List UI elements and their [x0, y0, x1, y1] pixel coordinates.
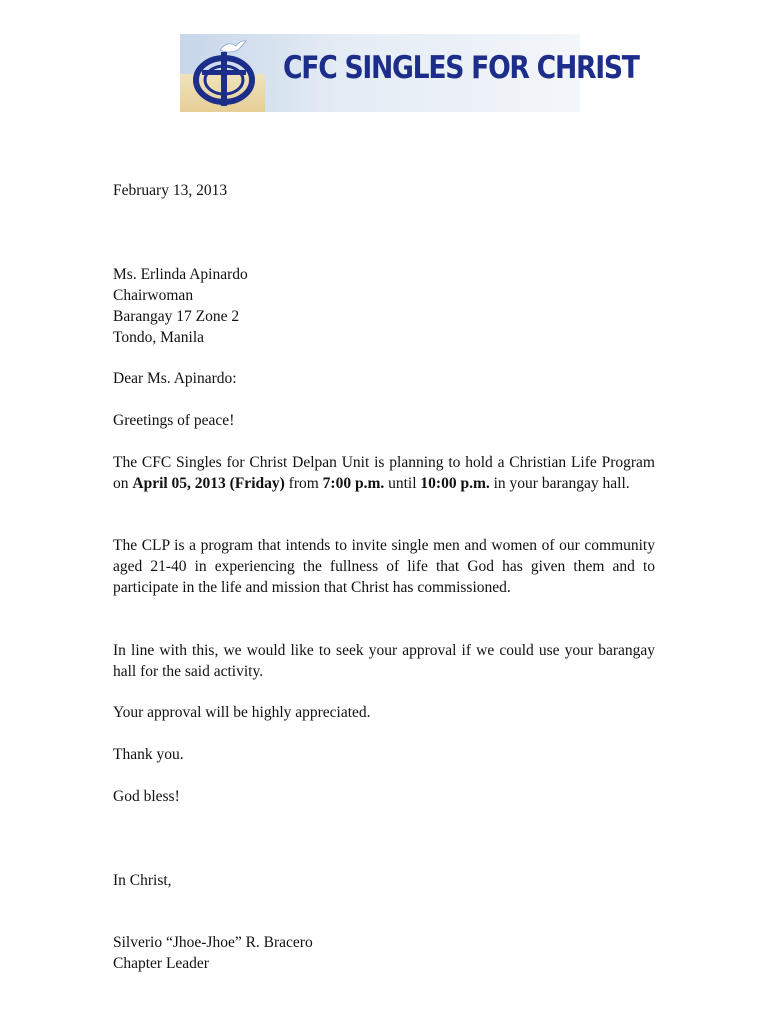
- signatory-name: Silverio “Jhoe-Jhoe” R. Bracero: [113, 934, 313, 951]
- salutation: Dear Ms. Apinardo:: [113, 370, 237, 387]
- god-bless: God bless!: [113, 788, 180, 805]
- closing: In Christ,: [113, 872, 172, 889]
- recipient-title: Chairwoman: [113, 287, 194, 304]
- recipient-address-line1: Barangay 17 Zone 2: [113, 308, 240, 325]
- thank-you: Thank you.: [113, 746, 184, 763]
- brand-name: CFC SINGLES FOR CHRIST: [283, 50, 639, 86]
- event-start-time: 7:00 p.m.: [322, 475, 385, 492]
- paragraph-request: In line with this, we would like to seek your approval if we could use your barangay hall for the said activity.: [113, 642, 655, 680]
- paragraph-event-text-4: in your barangay hall.: [489, 475, 630, 492]
- paragraph-appreciation: Your approval will be highly appreciated.: [113, 704, 371, 721]
- signature-block: [113, 932, 655, 974]
- recipient-block: [113, 264, 655, 348]
- paragraph-event-text-3: until: [384, 475, 421, 492]
- greeting: Greetings of peace!: [113, 412, 235, 429]
- dove-icon: [218, 38, 248, 56]
- event-date: April 05, 2013 (Friday): [132, 475, 285, 492]
- paragraph-event-text-2: from: [284, 475, 323, 492]
- paragraph-event-text-1: The CFC Singles for Christ Delpan Unit is planning to hold a Christian Life Program on: [113, 454, 655, 492]
- letter-date: February 13, 2013: [113, 182, 228, 199]
- paragraph-event: [113, 452, 655, 494]
- header-banner: [180, 34, 639, 112]
- event-end-time: 10:00 p.m.: [420, 475, 490, 492]
- recipient-address-line2: Tondo, Manila: [113, 329, 205, 346]
- cfc-logo-icon: [188, 48, 266, 108]
- paragraph-clp: The CLP is a program that intends to invite single men and women of our community aged 21-40 in experiencing the fullness of life that God has given them and to participate in the life and mission that Christ has commissioned.: [113, 537, 655, 596]
- signatory-title: Chapter Leader: [113, 955, 209, 972]
- recipient-name: Ms. Erlinda Apinardo: [113, 266, 248, 283]
